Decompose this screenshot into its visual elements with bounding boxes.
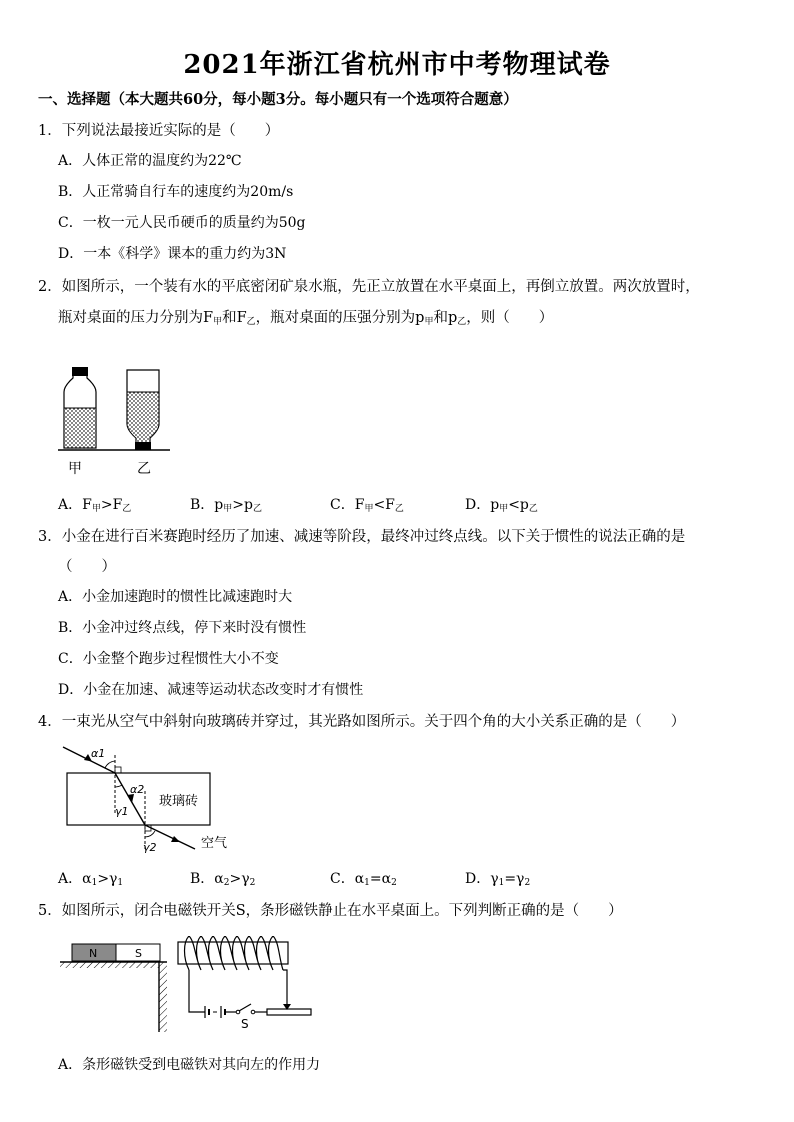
question-1-option-b: B．人正常骑自行车的速度约为20m/s (58, 184, 294, 200)
question-2-stem-line2: 瓶对桌面的压力分别为$F_甲$和$F_乙$，瓶对桌面的压强分别为$p_甲$和$p_乙$，则（ ） (58, 310, 554, 327)
question-4-option-c: C．$\alpha_1=\alpha_2$ (330, 871, 397, 888)
question-2-stem-line1: 2．如图所示，一个装有水的平底密闭矿泉水瓶，先正立放置在水平桌面上，再倒立放置。两次放置时， (38, 279, 700, 295)
bottles-figure (55, 362, 185, 480)
bottle-yi-label: 乙 (137, 461, 151, 477)
question-3-option-a: A．小金加速跑时的惯性比减速跑时大 (58, 589, 293, 605)
question-5-stem: 5．如图所示，闭合电磁铁开关S，条形磁铁静止在水平桌面上。下列判断正确的是（ ） (38, 903, 623, 919)
question-1-option-c: C．一枚一元人民币硬币的质量约为50g (58, 215, 306, 231)
question-2-option-d: D．$p_甲<p_乙$ (465, 497, 538, 514)
question-1-option-d: D．一本《科学》课本的重力约为3N (58, 246, 287, 262)
question-4-stem: 4．一束光从空气中斜射向玻璃砖并穿过，其光路如图所示。关于四个角的大小关系正确的是（ ） (38, 714, 686, 730)
question-3-option-b: B．小金冲过终点线，停下来时没有惯性 (58, 620, 307, 636)
question-3-stem-line2: （ ） (58, 559, 116, 575)
question-2-option-b: B．$p_甲>p_乙$ (190, 497, 262, 514)
air-label: 空气 (201, 836, 228, 851)
magnet-s-label: S (135, 947, 142, 960)
question-4-option-b: B．$\alpha_2>\gamma_2$ (190, 871, 256, 888)
question-1-stem: 1．下列说法最接近实际的是（ ） (38, 123, 280, 139)
question-1-option-a: A．人体正常的温度约为22℃ (58, 153, 242, 169)
question-2-option-a: A．$F_甲>F_乙$ (58, 497, 132, 514)
question-4-option-d: D．$\gamma_1=\gamma_2$ (465, 871, 531, 888)
question-3-option-d: D．小金在加速、减速等运动状态改变时才有惯性 (58, 682, 364, 698)
question-5-option-a: A．条形磁铁受到电磁铁对其向左的作用力 (58, 1057, 321, 1073)
question-3-stem-line1: 3．小金在进行百米赛跑时经历了加速、减速等阶段，最终冲过终点线。以下关于惯性的说法正确的是 (38, 529, 686, 545)
gamma2-label: γ2 (143, 841, 157, 854)
gamma1-label: γ1 (115, 805, 129, 818)
magnet-n-label: N (89, 947, 98, 960)
question-4-option-a: A．$\alpha_1>\gamma_1$ (58, 871, 124, 888)
switch-label: S (241, 1017, 249, 1031)
section-heading: 一、选择题（本大题共60分，每小题3分。每小题只有一个选项符合题意） (38, 91, 518, 108)
question-2-option-c: C．$F_甲<F_乙$ (330, 497, 404, 514)
electromagnet-figure (55, 936, 325, 1036)
glass-label: 玻璃砖 (159, 794, 199, 809)
bottle-jia-label: 甲 (68, 461, 82, 477)
page-title: 2021年浙江省杭州市中考物理试卷 (183, 50, 611, 80)
alpha2-label: α2 (130, 783, 145, 796)
light-refraction-figure (55, 735, 255, 857)
question-3-option-c: C．小金整个跑步过程惯性大小不变 (58, 651, 279, 667)
alpha1-label: α1 (91, 747, 106, 760)
